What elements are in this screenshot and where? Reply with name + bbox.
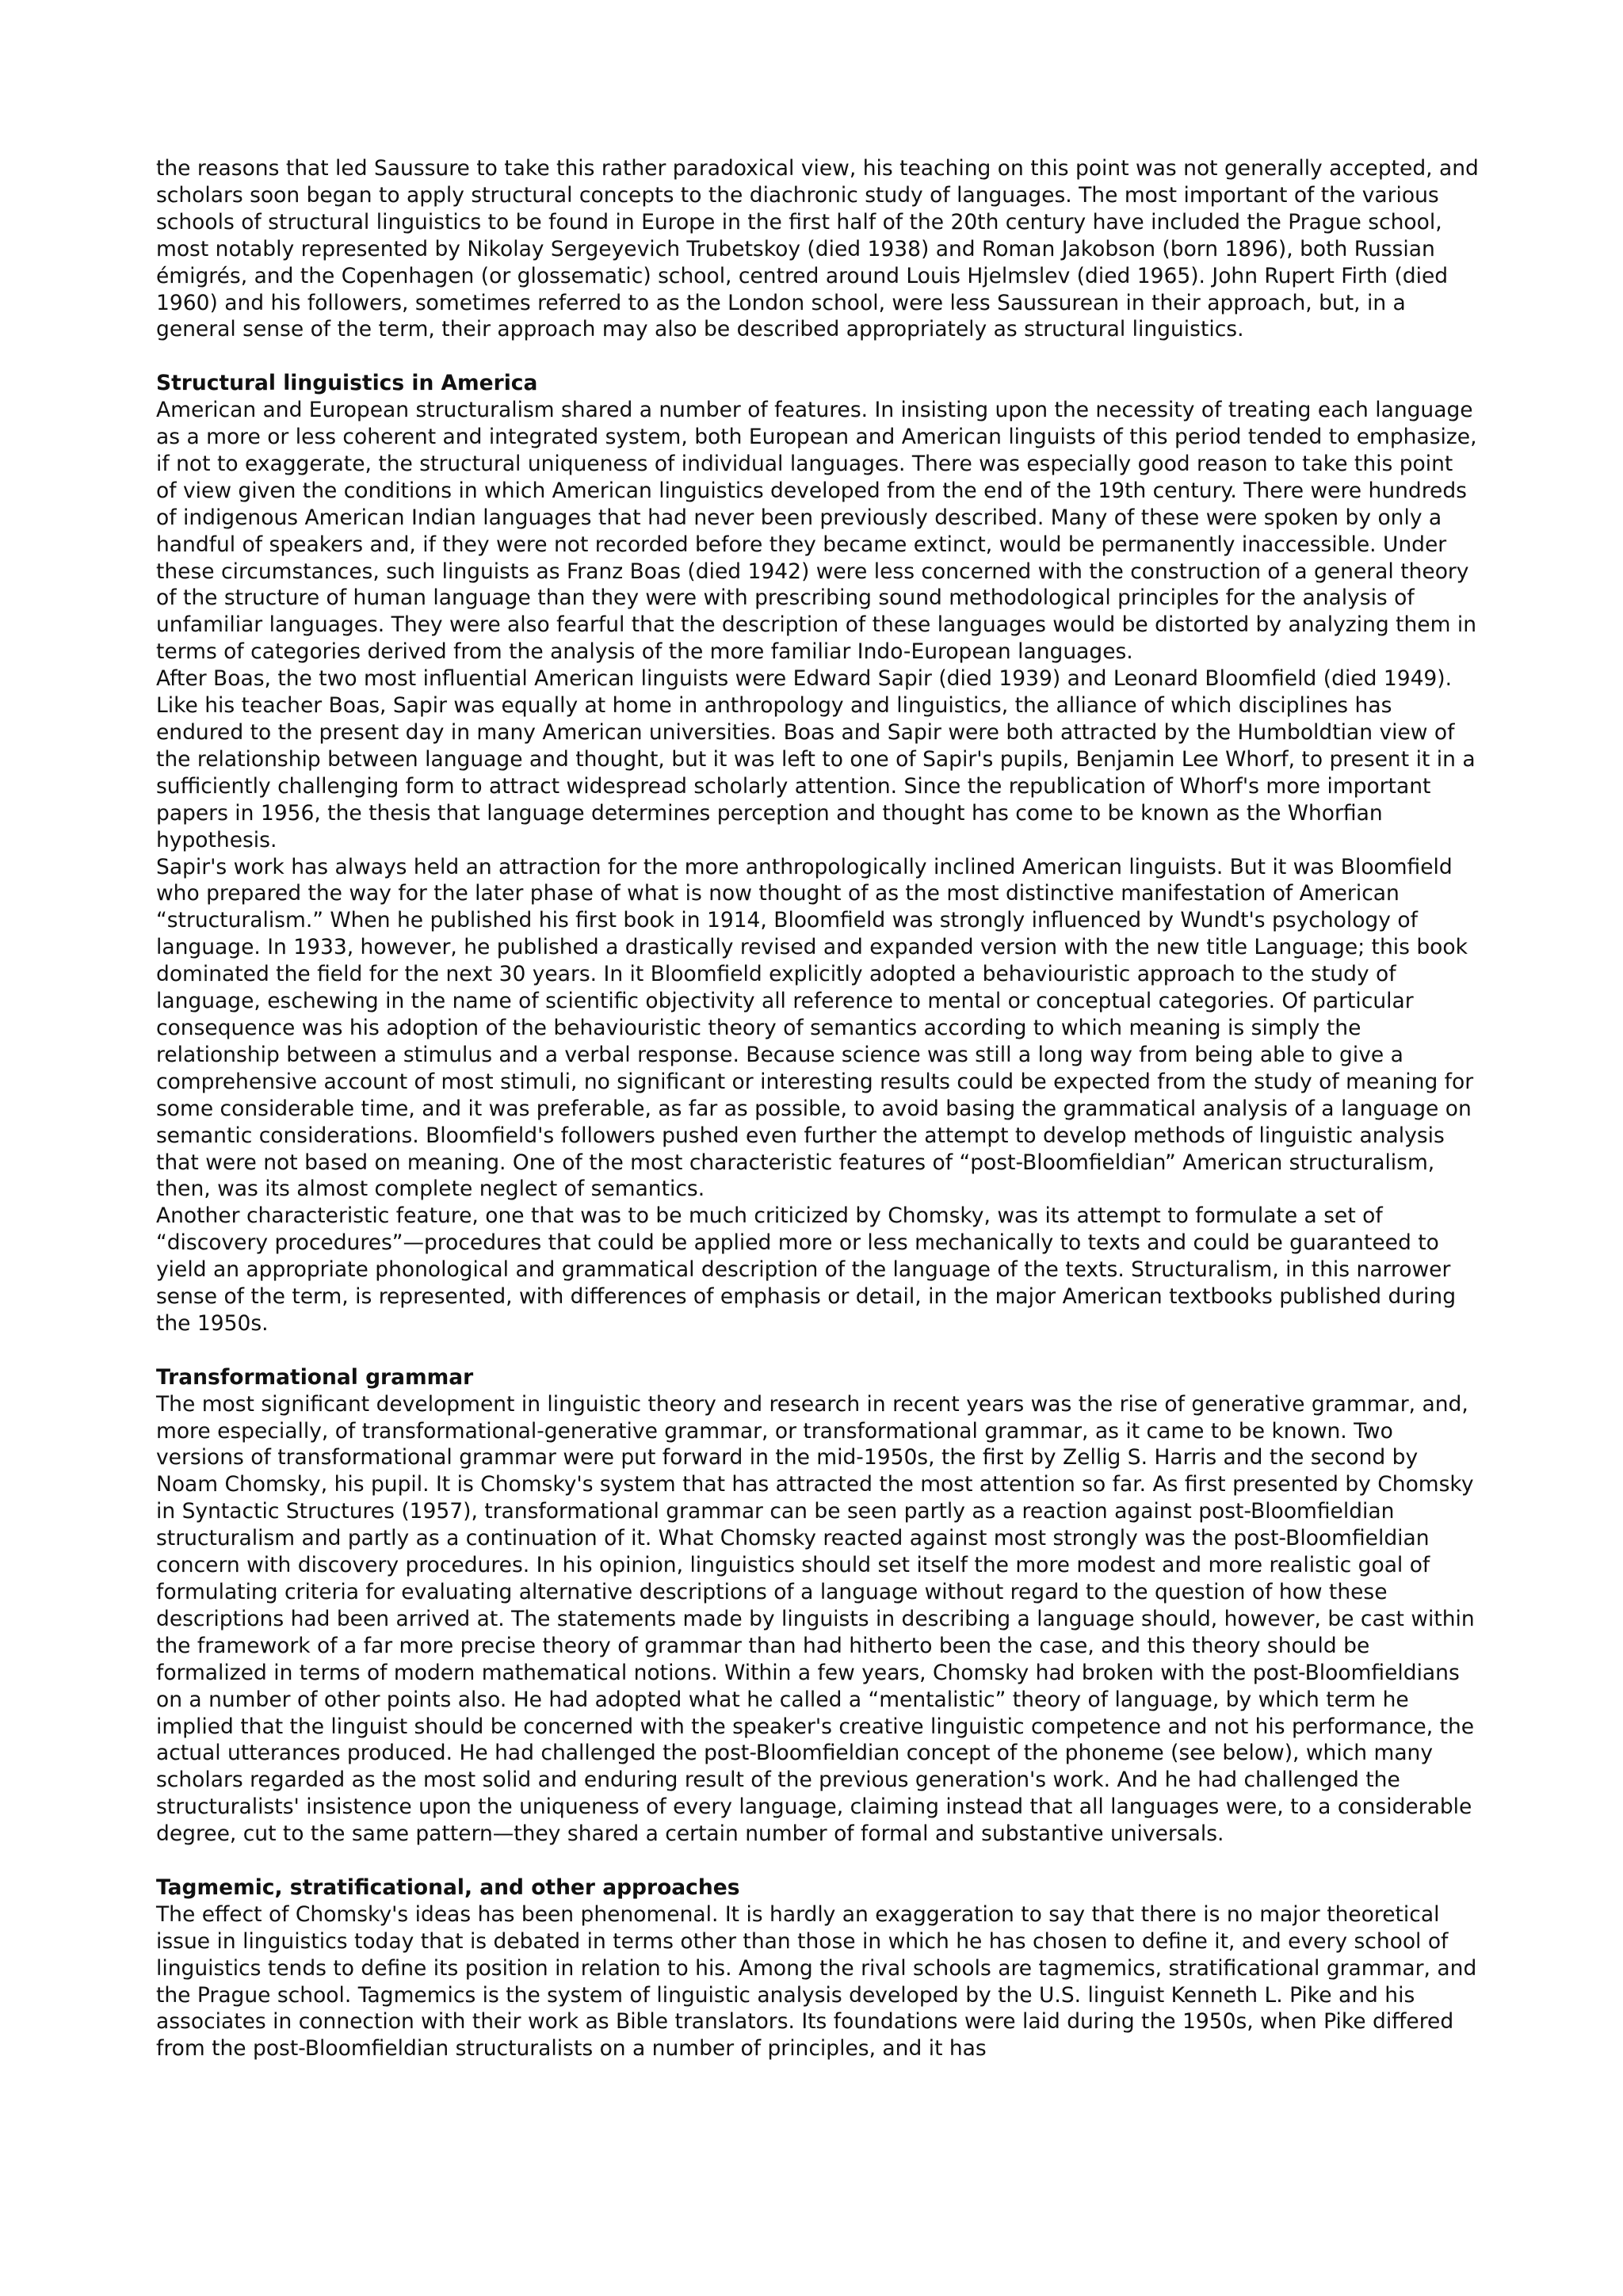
paragraph-sapir-bloomfield: After Boas, the two most influential American linguists were Edward Sapir (died 1939) and Leonard Bloomfield (died 1949). Like his teacher Boas, Sapir was equally at home in anthropology and linguistics, the alliance of which disciplines has endured to the present day in many American universities. Boas and Sapir were both attracted by the Humboldtian view of the relationship between language and thought, but it was left to one of Sapir's pupils, Benjamin Lee Whorf, to present it in a sufficiently challenging form to attract widespread scholarly attention. Since the republication of Whorf's more important papers in 1956, the thesis that language determines perception and thought has come to be known as the Whorfian hypothesis. xyxy=(156,666,1476,852)
heading-transformational-grammar: Transformational grammar xyxy=(156,1364,474,1390)
heading-tagmemic-stratificational: Tagmemic, stratificational, and other approaches xyxy=(156,1875,740,1900)
paragraph-transformational-grammar: The most significant development in linguistic theory and research in recent years was the rise of generative grammar, and, more especially, of transformational-generative grammar, or transformational grammar, as it came to be known. Two versions of transformational grammar were put forward in the mid-1950s, the first by Zellig S. Harris and the second by Noam Chomsky, his pupil. It is Chomsky's system that has attracted the most attention so far. As first presented by Chomsky in Syntactic Structures (1957), transformational grammar can be seen partly as a reaction against post-Bloomfieldian structuralism and partly as a continuation of it. What Chomsky reacted against most strongly was the post-Bloomfieldian concern with discovery procedures. In his opinion, linguistics should set itself the more modest and more realistic goal of formulating criteria for evaluating alternative descriptions of a language without regard to the question of how these descriptions had been arrived at. The statements made by linguists in describing a language should, however, be cast within the framework of a far more precise theory of grammar than had hitherto been the case, and this theory should be formalized in terms of modern mathematical notions. Within a few years, Chomsky had broken with the post-Bloomfieldians on a number of other points also. He had adopted what he called a “mentalistic” theory of language, by which term he implied that the linguist should be concerned with the speaker's creative linguistic competence and not his performance, the actual utterances produced. He had challenged the post-Bloomfieldian concept of the phoneme (see below), which many scholars regarded as the most solid and enduring result of the previous generation's work. And he had challenged the structuralists' insistence upon the uniqueness of every language, claiming instead that all languages were, to a considerable degree, cut to the same pattern—they shared a certain number of formal and substantive universals. xyxy=(156,1391,1475,1847)
paragraph-gap xyxy=(156,1848,1480,1875)
paragraph-discovery-procedures: Another characteristic feature, one that was to be much criticized by Chomsky, was its attempt to formulate a set of “discovery procedures”—procedures that could be applied more or less mechanically to texts and could be guaranteed to yield an appropriate phonological and grammatical description of the language of the texts. Structuralism, in this narrower sense of the term, is represented, with differences of emphasis or detail, in the major American textbooks published during the 1950s. xyxy=(156,1203,1457,1336)
paragraph-bloomfield-behaviourism: Sapir's work has always held an attraction for the more anthropologically inclined American linguists. But it was Bloomfield who prepared the way for the later phase of what is now thought of as the most distinctive manifestation of American “structuralism.” When he published his first book in 1914, Bloomfield was strongly influenced by Wundt's psychology of language. In 1933, however, he published a drastically revised and expanded version with the new title Language; this book dominated the field for the next 30 years. In it Bloomfield explicitly adopted a behaviouristic approach to the study of language, eschewing in the name of scientific objectivity all reference to mental or conceptual categories. Of particular consequence was his adoption of the behaviouristic theory of semantics according to which meaning is simply the relationship between a stimulus and a verbal response. Because science was still a long way from being able to give a comprehensive account of most stimuli, no significant or interesting results could be expected from the study of meaning for some considerable time, and it was preferable, as far as possible, to avoid basing the grammatical analysis of a language on semantic considerations. Bloomfield's followers pushed even further the attempt to develop methods of linguistic analysis that were not based on meaning. One of the most characteristic features of “post-Bloomfieldian” American structuralism, then, was its almost complete neglect of semantics. xyxy=(156,854,1474,1202)
paragraph-gap xyxy=(156,343,1480,370)
paragraph-saussure-structural-schools: the reasons that led Saussure to take this rather paradoxical view, his teaching on this point was not generally accepted, and scholars soon began to apply structural concepts to the diachronic study of languages. The most important of the various schools of structural linguistics to be found in Europe in the first half of the 20th century have included the Prague school, most notably represented by Nikolay Sergeyevich Trubetskoy (died 1938) and Roman Jakobson (born 1896), both Russian émigrés, and the Copenhagen (or glossematic) school, centred around Louis Hjelmslev (died 1965). John Rupert Firth (died 1960) and his followers, sometimes referred to as the London school, were less Saussurean in their approach, but, in a general sense of the term, their approach may also be described appropriately as structural linguistics. xyxy=(156,156,1479,342)
paragraph-american-european-structuralism: American and European structuralism shared a number of features. In insisting upon the necessity of treating each language as a more or less coherent and integrated system, both European and American linguists of this period tended to emphasize, if not to exaggerate, the structural uniqueness of individual languages. There was especially good reason to take this point of view given the conditions in which American linguistics developed from the end of the 19th century. There were hundreds of indigenous American Indian languages that had never been previously described. Many of these were spoken by only a handful of speakers and, if they were not recorded before they became extinct, would be permanently inaccessible. Under these circumstances, such linguists as Franz Boas (died 1942) were less concerned with the construction of a general theory of the structure of human language than they were with prescribing sound methodological principles for the analysis of unfamiliar languages. They were also fearful that the description of these languages would be distorted by analyzing them in terms of categories derived from the analysis of the more familiar Indo-European languages. xyxy=(156,398,1477,665)
heading-structural-linguistics-america: Structural linguistics in America xyxy=(156,371,538,396)
document-page xyxy=(156,155,1480,2062)
paragraph-chomsky-effect-tagmemics: The effect of Chomsky's ideas has been phenomenal. It is hardly an exaggeration to say that there is no major theoretical issue in linguistics today that is debated in terms other than those in which he has chosen to define it, and every school of linguistics tends to define its position in relation to his. Among the rival schools are tagmemics, stratificational grammar, and the Prague school. Tagmemics is the system of linguistic analysis developed by the U.S. linguist Kenneth L. Pike and his associates in connection with their work as Bible translators. Its foundations were laid during the 1950s, when Pike differed from the post-Bloomfieldian structuralists on a number of principles, and it has xyxy=(156,1901,1477,2061)
paragraph-gap xyxy=(156,1337,1480,1364)
